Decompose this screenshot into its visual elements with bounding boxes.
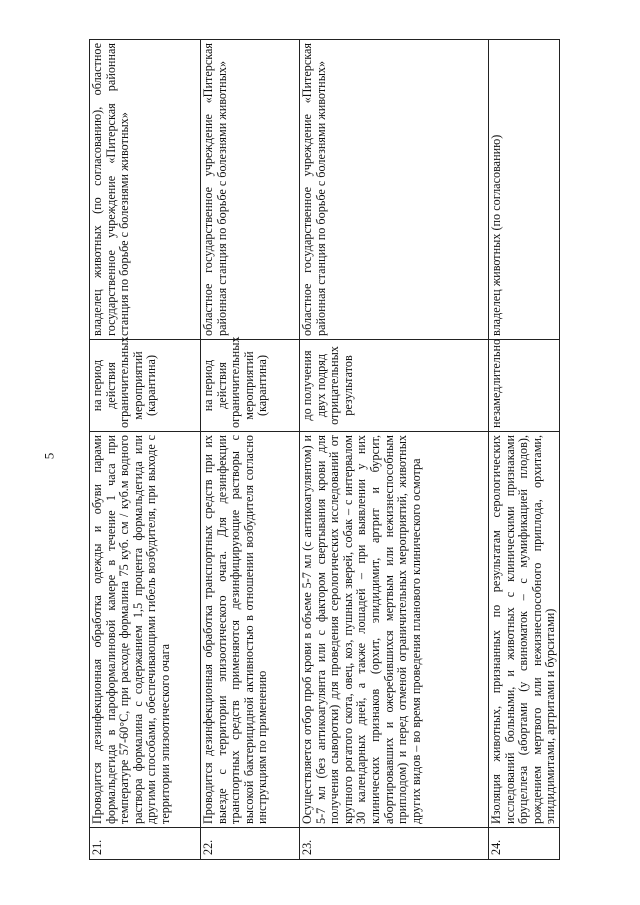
row-number: 23. <box>300 828 489 860</box>
row-responsible: владелец животных (по согласованию) <box>489 40 560 340</box>
row-term: до получения двух подряд отрицательных результатов <box>300 340 489 432</box>
table-row <box>489 40 560 860</box>
measures-table <box>89 39 560 860</box>
row-action: Проводится дезинфекционная обработка транспортных средств при их выезде с территории эпизоотического очага. Для дезинфекции транспортных средств применяются дезинфицирующие растворы с высокой бактерицидной активностью в отношении возбудителя согласно инструкциям по применению <box>201 432 300 828</box>
row-responsible: владелец животных (по согласованию), областное государственное учреждение «Питерская районная станция по борьбе с болезнями животных» <box>90 40 201 340</box>
row-term: на период действия ограничительных мероприятий (карантина) <box>90 340 201 432</box>
table-row <box>201 40 300 860</box>
rotated-table-container <box>89 40 558 860</box>
row-term: на период действия ограничительных мероприятий (карантина) <box>201 340 300 432</box>
table-row <box>300 40 489 860</box>
row-responsible: областное государственное учреждение «Питерская районная станция по борьбе с болезнями животных» <box>300 40 489 340</box>
page-number: 5 <box>41 452 57 460</box>
table-row <box>90 40 201 860</box>
row-action: Изоляция животных, признанных по результатам серологических исследований больными, и животных с клиническими признаками бруцеллеза (абортами (у свиноматок – с мумификацией плодов), рождением мертвого или нежизнеспособного приплода, орхитами, эпидидимитами, артритами и бурситами) <box>489 432 560 828</box>
row-action: Осуществляется отбор проб крови в объеме 5-7 мл (с антикоагулянтом) и 5-7 мл (без антикоагулянта или с фактором свертывания крови для получения сыворотки) для проведения серологических исследований от крупного рогатого скота, овец, коз, пушных зверей, собак – с интервалом 30 календарных дней, а также лошадей – при выявлении у них клинических признаков (орхит, эпидидимит, артрит и бурсит, абортировавших и ожеребившихся мертвым или нежизнеспособным приплодом) и перед отменой ограничительных мероприятий, животных других видов – во время проведения планового клинического осмотра <box>300 432 489 828</box>
row-number: 24. <box>489 828 560 860</box>
row-term: незамедлительно <box>489 340 560 432</box>
row-number: 21. <box>90 828 201 860</box>
row-action: Проводится дезинфекционная обработка одежды и обуви парами формальдегида в пароформалиновой камере в течение 1 часа при температуре 57-60°С, при расходе формалина 75 куб. см / куб.м водного раствора формалина с содержанием 1,5 процента формальдегида или другими способами, обеспечивающими гибель возбудителя, при выходе с территории эпизоотического очага <box>90 432 201 828</box>
row-number: 22. <box>201 828 300 860</box>
row-responsible: областное государственное учреждение «Питерская районная станция по борьбе с болезнями животных» <box>201 40 300 340</box>
